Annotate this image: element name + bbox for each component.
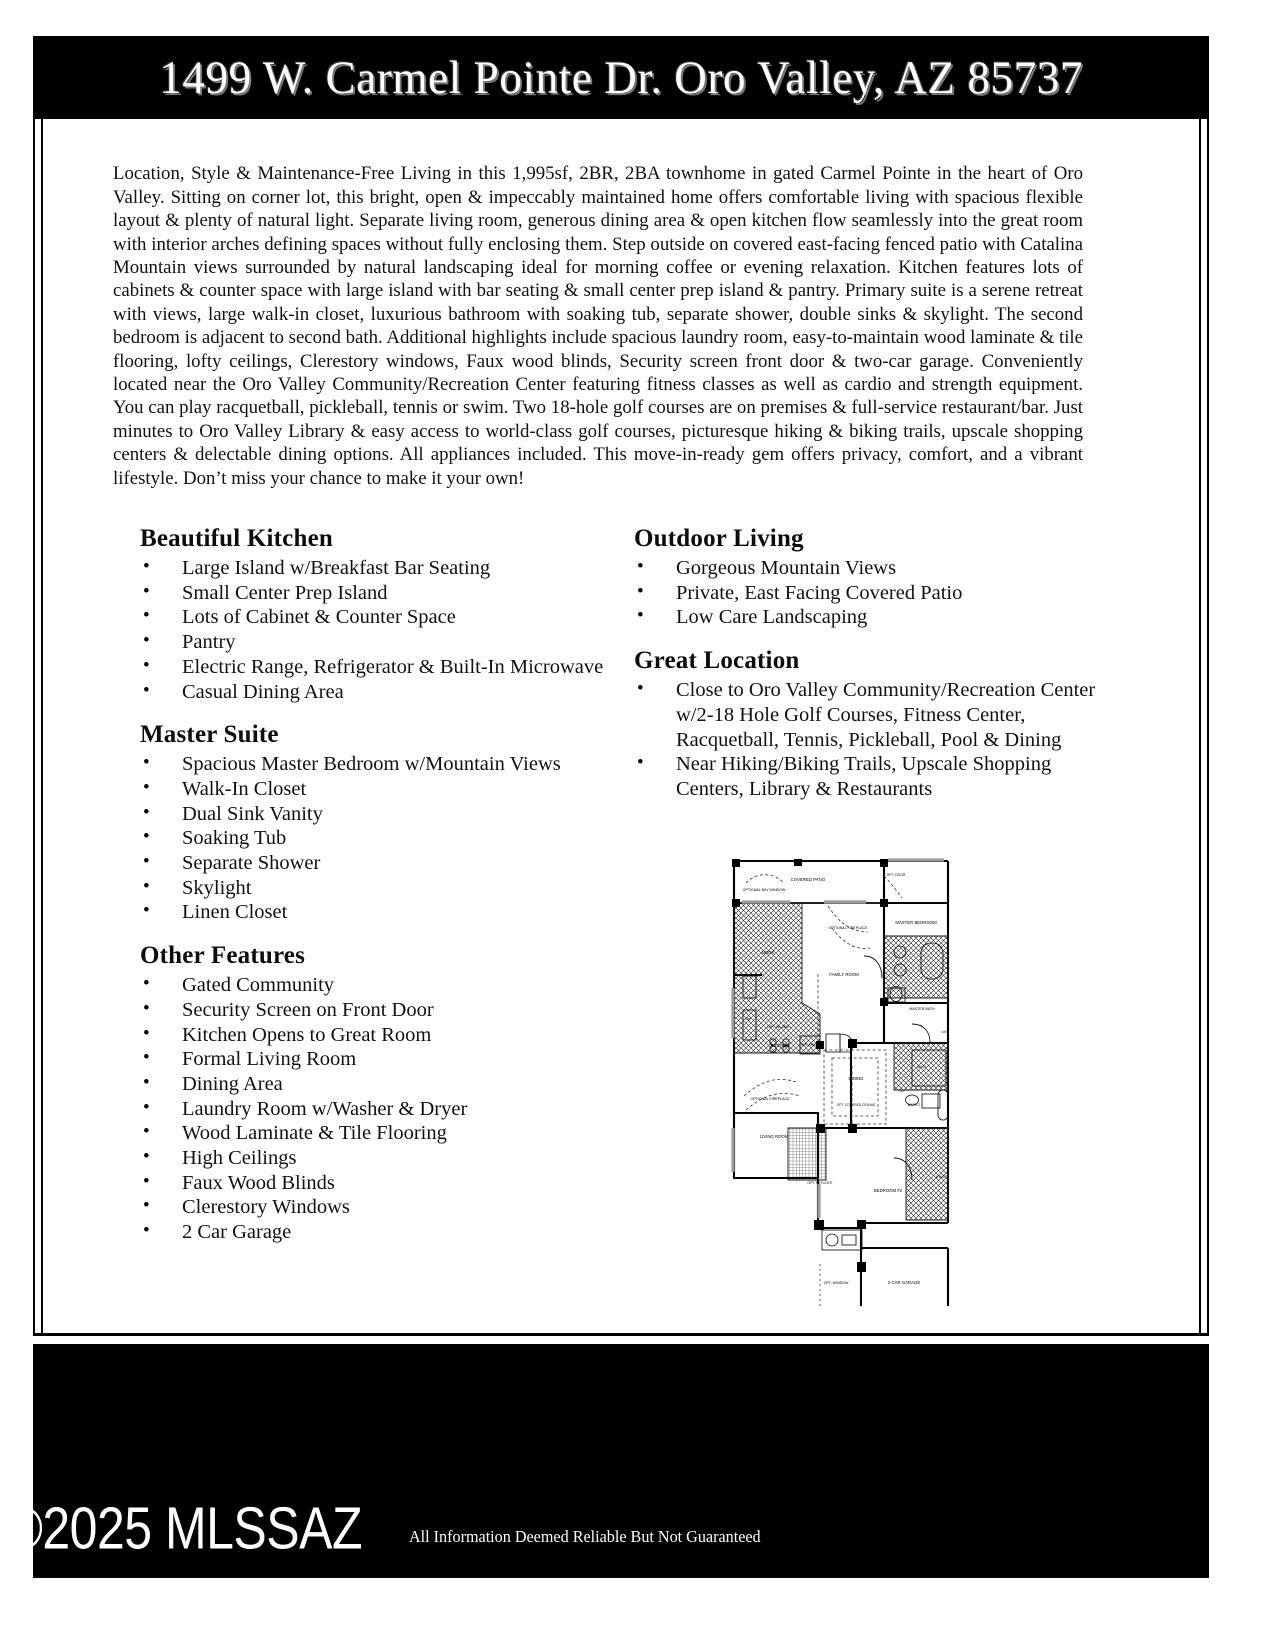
list-item: • Electric Range, Refrigerator & Built-In Microwave xyxy=(140,655,610,680)
property-description: Location, Style & Maintenance-Free Living in this 1,995sf, 2BR, 2BA townhome in gated Carmel Pointe in the heart of Oro Valley. Sitting on corner lot, this bright, open & impeccably maintained home offers comfortable living with spacious flexible layout & plenty of natural light. Separate living room, generous dining area & open kitchen flow seamlessly into the great room with interior arches defining spaces without fully enclosing them. Step outside on covered east-facing fenced patio with Catalina Mountain views surrounded by natural landscaping ideal for morning coffee or evening relaxation. Kitchen features lots of cabinets & counter space with large island with bar seating & small center prep island & pantry. Primary suite is a serene retreat with views, large walk-in closet, luxurious bathroom with soaking tub, separate shower, double sinks & skylight. The second bedroom is adjacent to second bath. Additional highlights include spacious laundry room, easy-to-maintain wood laminate & tile flooring, lofty ceilings, Clerestory windows, Faux wood blinds, Security screen front door & two-car garage. Conveniently located near the Oro Valley Community/Recreation Center featuring fitness classes as well as cardio and strength equipment. You can play racquetball, pickleball, tennis or swim. Two 18-hole golf courses are on premises & full-service restaurant/bar. Just minutes to Oro Valley Library & easy access to world-class golf courses, picturesque hiking & biking trails, upscale shopping centers & delectable dining options. All appliances included. This move-in-ready gem offers privacy, comfort, and a vibrant lifestyle. Don’t miss your chance to make it your own! xyxy=(113,163,1083,489)
floorplan-label: DINING xyxy=(848,1076,864,1081)
list-item: • Dining Area xyxy=(140,1072,610,1097)
floorplan-label: LIVING ROOM xyxy=(759,1134,789,1139)
list-item: • Soaking Tub xyxy=(140,826,610,851)
feature-block-outdoor-living xyxy=(634,524,1114,630)
floorplan-label: KITCHEN xyxy=(770,1043,790,1048)
feature-list xyxy=(140,752,610,925)
list-item: • Pantry xyxy=(140,630,610,655)
list-item: • Separate Shower xyxy=(140,851,610,876)
list-item: • Large Island w/Breakfast Bar Seating xyxy=(140,556,610,581)
list-item: • Laundry Room w/Washer & Dryer xyxy=(140,1097,610,1122)
list-item: • Security Screen on Front Door xyxy=(140,998,610,1023)
list-item: • Dual Sink Vanity xyxy=(140,802,610,827)
list-item: • Low Care Landscaping xyxy=(634,605,1114,630)
floorplan-label: OPT. SKYLIGHT xyxy=(807,1181,833,1185)
list-item: • Gated Community xyxy=(140,973,610,998)
floorplan-label: DW xyxy=(745,1017,751,1021)
feature-block-other-features xyxy=(140,941,610,1245)
features-left-column xyxy=(140,524,610,1245)
feature-heading: Outdoor Living xyxy=(634,525,804,552)
border-bottom xyxy=(33,1333,1209,1336)
list-item: • Linen Closet xyxy=(140,900,610,925)
list-item: • Casual Dining Area xyxy=(140,680,610,705)
list-item: • Formal Living Room xyxy=(140,1047,610,1072)
list-item: • Spacious Master Bedroom w/Mountain Views xyxy=(140,752,610,777)
feature-block-beautiful-kitchen xyxy=(140,524,610,704)
list-item: • Kitchen Opens to Great Room xyxy=(140,1023,610,1048)
feature-list xyxy=(634,678,1114,802)
floorplan-label: NOOK xyxy=(761,950,775,955)
floorplan-label: MASTER BEDROOM xyxy=(895,920,937,925)
feature-heading: Beautiful Kitchen xyxy=(140,525,333,552)
floorplan-label: UTILITY xyxy=(935,1175,949,1179)
feature-heading: Other Features xyxy=(140,942,306,970)
floorplan-label: BATH 2 xyxy=(907,1103,921,1107)
floorplan-label: COVERED PATIO xyxy=(790,877,826,882)
list-item: • Small Center Prep Island xyxy=(140,581,610,606)
page-title: 1499 W. Carmel Pointe Dr. Oro Valley, AZ 85737 xyxy=(159,51,1083,104)
floorplan-label: OPT. ISLAND xyxy=(767,1025,789,1029)
feature-block-great-location xyxy=(634,646,1114,802)
floorplan-svg xyxy=(716,828,960,1308)
list-item: • Private, East Facing Covered Patio xyxy=(634,581,1114,606)
floorplan-label: OPTIONAL FIREPLACE xyxy=(828,926,868,930)
features-right-column xyxy=(634,524,1114,802)
border-left-outer xyxy=(33,119,35,1335)
border-left-inner xyxy=(41,119,43,1335)
disclaimer-text: All Information Deemed Reliable But Not Guaranteed xyxy=(409,1527,761,1546)
list-item: • Lots of Cabinet & Counter Space xyxy=(140,605,610,630)
list-item: • Clerestory Windows xyxy=(140,1195,610,1220)
floorplan-label: OPT. DOOR xyxy=(886,873,906,877)
floorplan-label: REF. SPACE xyxy=(800,1043,820,1047)
list-item: • Faux Wood Blinds xyxy=(140,1171,610,1196)
list-item: • Skylight xyxy=(140,876,610,901)
floorplan-label: OPTIONAL BAY WINDOW xyxy=(742,888,786,892)
feature-heading: Great Location xyxy=(634,647,800,675)
floorplan-label: LIN xyxy=(941,1030,947,1034)
floorplan-label: BEDROOM #2 xyxy=(873,1188,903,1193)
floorplan-label: FAMILY ROOM xyxy=(829,972,859,977)
floorplan-image xyxy=(716,828,960,1308)
border-right-inner xyxy=(1199,119,1201,1335)
feature-block-master-suite xyxy=(140,720,610,925)
list-item: • Wood Laminate & Tile Flooring xyxy=(140,1121,610,1146)
list-item: • Gorgeous Mountain Views xyxy=(634,556,1114,581)
floorplan-label: OPT. WINDOW xyxy=(823,1281,849,1285)
header-bar xyxy=(33,36,1209,119)
floorplan-label: MASTER BATH xyxy=(909,1007,935,1011)
feature-list xyxy=(140,973,610,1245)
list-item: • Close to Oro Valley Community/Recreation Center w/2-18 Hole Golf Courses, Fitness Center, Racquetball, Tennis, Pickleball, Pool & Dining xyxy=(634,678,1114,752)
list-item: • High Ceilings xyxy=(140,1146,610,1171)
feature-list xyxy=(634,556,1114,630)
border-right-outer xyxy=(1207,119,1209,1335)
floorplan-label: OPTIONAL FIREPLACE xyxy=(750,1097,790,1101)
floorplan-label: 2-CAR GARAGE xyxy=(887,1280,921,1285)
feature-list xyxy=(140,556,610,704)
feature-heading: Master Suite xyxy=(140,721,279,749)
floorplan-label: W.I.C. xyxy=(917,1065,927,1069)
list-item: • Walk-In Closet xyxy=(140,777,610,802)
list-item: • Near Hiking/Biking Trails, Upscale Shopping Centers, Library & Restaurants xyxy=(634,752,1114,801)
list-item: • 2 Car Garage xyxy=(140,1220,610,1245)
floorplan-label: OPT. COVERED CEILING xyxy=(836,1103,876,1107)
floorplan-label: LIN xyxy=(899,1089,905,1093)
copyright-text: ©2025 MLSSAZ xyxy=(6,1495,363,1562)
